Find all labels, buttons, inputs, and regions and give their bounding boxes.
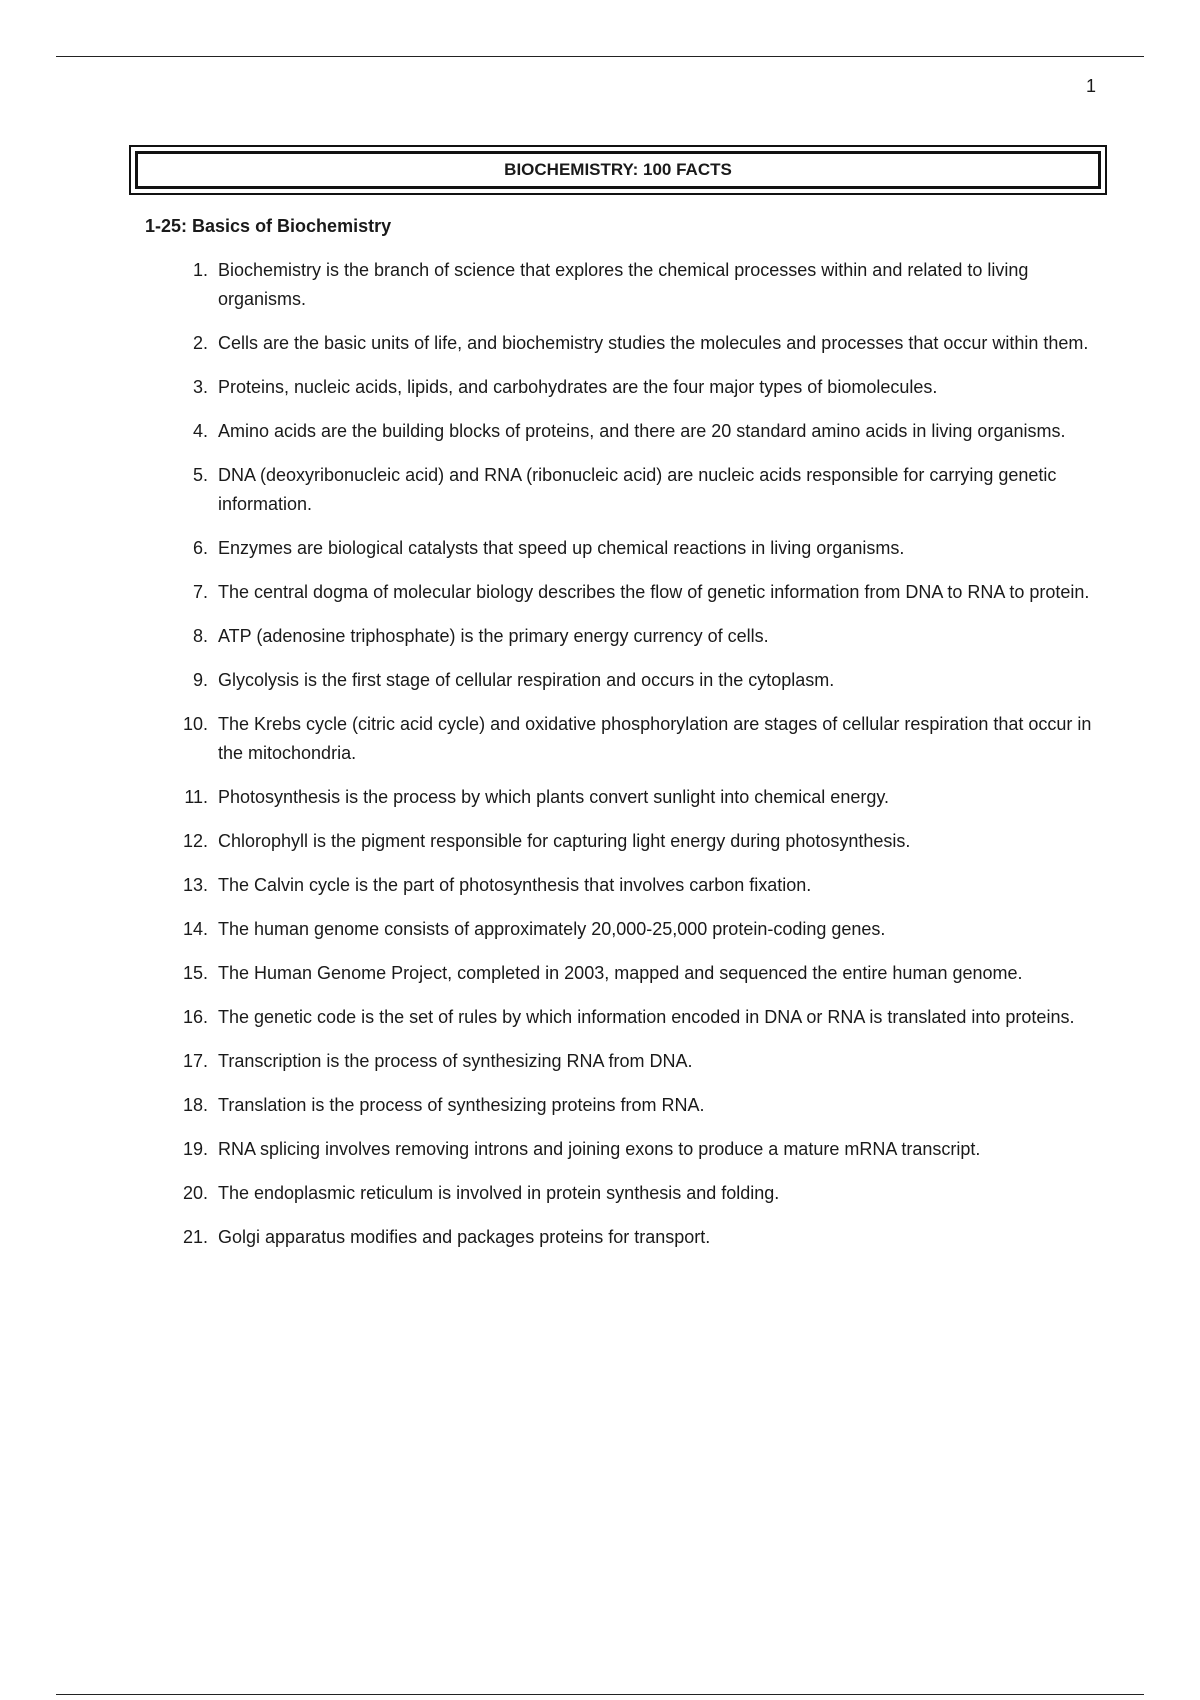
- fact-number: 13.: [182, 875, 208, 895]
- fact-item: [176, 1135, 1096, 1164]
- fact-text: Enzymes are biological catalysts that speed up chemical reactions in living organisms.: [218, 538, 905, 558]
- fact-item: [176, 959, 1096, 988]
- fact-item: [176, 915, 1096, 944]
- fact-item: [176, 1003, 1096, 1032]
- fact-number: 15.: [182, 963, 208, 983]
- fact-item: [176, 1179, 1096, 1208]
- fact-number: 8.: [192, 626, 208, 646]
- fact-item: [176, 256, 1096, 314]
- fact-item: [176, 417, 1096, 446]
- fact-number: 7.: [192, 582, 208, 602]
- fact-text: Photosynthesis is the process by which plants convert sunlight into chemical energy.: [218, 787, 890, 807]
- fact-number: 20.: [182, 1183, 208, 1203]
- fact-number: 9.: [192, 670, 208, 690]
- fact-item: [176, 783, 1096, 812]
- fact-text: The human genome consists of approximately 20,000-25,000 protein-coding genes.: [218, 919, 886, 939]
- fact-item: [176, 329, 1096, 358]
- fact-text: The Human Genome Project, completed in 2003, mapped and sequenced the entire human genome.: [218, 963, 1023, 983]
- fact-item: [176, 1091, 1096, 1120]
- fact-text: Chlorophyll is the pigment responsible for capturing light energy during photosynthesis.: [218, 831, 911, 851]
- fact-text: The central dogma of molecular biology describes the flow of genetic information from DNA to RNA to protein.: [218, 582, 1090, 602]
- fact-text: Glycolysis is the first stage of cellular respiration and occurs in the cytoplasm.: [218, 670, 835, 690]
- fact-text: Biochemistry is the branch of science that explores the chemical processes within and related to living organisms.: [218, 260, 1029, 309]
- fact-number: 11.: [184, 787, 208, 807]
- fact-item: [176, 622, 1096, 651]
- fact-item: [176, 578, 1096, 607]
- document-title: BIOCHEMISTRY: 100 FACTS: [135, 151, 1101, 189]
- fact-number: 18.: [182, 1095, 208, 1115]
- fact-number: 4.: [192, 421, 208, 441]
- fact-item: [176, 1223, 1096, 1252]
- fact-text: Amino acids are the building blocks of proteins, and there are 20 standard amino acids in living organisms.: [218, 421, 1066, 441]
- fact-number: 2.: [192, 333, 208, 353]
- fact-text: RNA splicing involves removing introns and joining exons to produce a mature mRNA transcript.: [218, 1139, 981, 1159]
- fact-text: The Calvin cycle is the part of photosynthesis that involves carbon fixation.: [218, 875, 812, 895]
- section-heading: 1-25: Basics of Biochemistry: [145, 216, 392, 236]
- footer-rule: [56, 1694, 1144, 1695]
- fact-text: The genetic code is the set of rules by which information encoded in DNA or RNA is translated into proteins.: [218, 1007, 1075, 1027]
- fact-text: Translation is the process of synthesizing proteins from RNA.: [218, 1095, 705, 1115]
- fact-text: Proteins, nucleic acids, lipids, and carbohydrates are the four major types of biomolecules.: [218, 377, 938, 397]
- fact-number: 16.: [182, 1007, 208, 1027]
- fact-text: Cells are the basic units of life, and biochemistry studies the molecules and processes that occur within them.: [218, 333, 1089, 353]
- fact-text: DNA (deoxyribonucleic acid) and RNA (ribonucleic acid) are nucleic acids responsible for carrying genetic information.: [218, 465, 1057, 514]
- fact-number: 21.: [182, 1227, 208, 1247]
- fact-number: 19.: [182, 1139, 208, 1159]
- page-number: 1: [1085, 76, 1096, 96]
- title-box: [129, 145, 1107, 195]
- fact-item: [176, 373, 1096, 402]
- fact-number: 3.: [192, 377, 208, 397]
- fact-number: 5.: [192, 465, 208, 485]
- fact-number: 6.: [192, 538, 208, 558]
- fact-number: 12.: [182, 831, 208, 851]
- fact-item: [176, 534, 1096, 563]
- fact-number: 14.: [182, 919, 208, 939]
- fact-number: 10.: [182, 714, 208, 734]
- fact-item: [176, 827, 1096, 856]
- fact-text: The endoplasmic reticulum is involved in protein synthesis and folding.: [218, 1183, 780, 1203]
- fact-number: 17.: [182, 1051, 208, 1071]
- fact-text: The Krebs cycle (citric acid cycle) and oxidative phosphorylation are stages of cellular respiration that occur in the mitochondria.: [218, 714, 1092, 763]
- header-rule: [56, 56, 1144, 57]
- fact-item: [176, 666, 1096, 695]
- fact-text: Golgi apparatus modifies and packages proteins for transport.: [218, 1227, 711, 1247]
- fact-item: [176, 461, 1096, 519]
- fact-item: [176, 710, 1096, 768]
- facts-list: [176, 256, 1096, 1267]
- fact-number: 1.: [192, 260, 208, 280]
- fact-text: ATP (adenosine triphosphate) is the primary energy currency of cells.: [218, 626, 769, 646]
- fact-item: [176, 871, 1096, 900]
- fact-item: [176, 1047, 1096, 1076]
- fact-text: Transcription is the process of synthesizing RNA from DNA.: [218, 1051, 693, 1071]
